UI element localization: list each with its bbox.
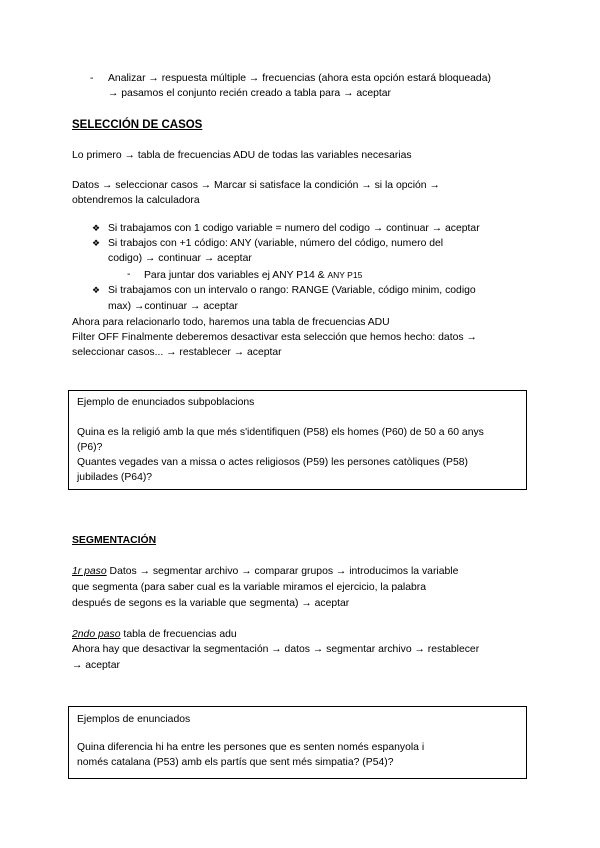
- example-question-2-line-1: Quantes vegades van a missa o actes religiosos (P59) les persones catòliques (P58): [77, 457, 469, 468]
- step-2-text: tabla de frecuencias adu: [120, 629, 237, 640]
- step-2-label: 2ndo paso: [72, 629, 121, 640]
- diamond-bullet-icon: ❖: [92, 239, 101, 249]
- intro-line-1: Analizar → respuesta múltiple → frecuencias (ahora esta opción estará bloqueada): [108, 73, 491, 84]
- seleccion-paragraph-4-line-2: seleccionar casos... → restablecer → aceptar: [72, 347, 282, 358]
- sub-bullet-item: [144, 268, 362, 283]
- seleccion-paragraph-2-line-1: Datos → seleccionar casos → Marcar si satisface la condición → si la opción →: [72, 180, 440, 191]
- example-question-1-line-1: Quina es la religió amb la que més s'identifiquen (P58) els homes (P60) de 50 a 60 anys: [77, 427, 484, 438]
- example-question-2-line-2: jubilades (P64)?: [77, 472, 153, 483]
- diamond-bullet-icon: ❖: [92, 286, 101, 296]
- step-2-line-2: Ahora hay que desactivar la segmentación → datos → segmentar archivo → restablecer: [72, 644, 480, 655]
- sub-bullet-text: Para juntar dos variables ej ANY P14 &: [144, 270, 325, 281]
- bullet-item-3-line-2: max) →continuar → aceptar: [108, 301, 238, 312]
- step-1-label: 1r paso: [72, 566, 107, 577]
- intro-line-2: → pasamos el conjunto recién creado a tabla para → aceptar: [108, 88, 392, 99]
- example-box-subpoblaciones: [68, 390, 527, 490]
- step-2-line-1: [72, 628, 237, 642]
- bullet-item-3-line-1: Si trabajamos con un intervalo o rango: RANGE (Variable, código minim, codigo: [108, 285, 476, 296]
- sub-bullet-small-text: ANY P15: [327, 270, 363, 280]
- seleccion-paragraph-4-line-1: Filter OFF Finalmente deberemos desactivar esta selección que hemos hecho: datos →: [72, 332, 477, 343]
- step-1-line-2: que segmenta (para saber cual es la variable miramos el ejercicio, la palabra: [72, 582, 427, 593]
- dash-bullet: -: [90, 73, 94, 84]
- example-box-segmentacion: [68, 706, 527, 779]
- diamond-bullet-icon: ❖: [92, 224, 101, 234]
- example-question-line-2: només catalana (P53) amb els partís que sent més simpatia? (P54)?: [77, 757, 394, 768]
- segmentacion-heading: SEGMENTACIÓN: [72, 535, 157, 546]
- step-1-line-1: [72, 565, 458, 579]
- example-box-title: Ejemplo de enunciados subpoblacions: [77, 397, 255, 408]
- sub-dash-bullet: -: [127, 269, 131, 280]
- bullet-item-2-line-1: Si trabajos con +1 código: ANY (variable, número del código, numero del: [108, 238, 444, 249]
- step-1-line-3: después de segons es la variable que segmenta) → aceptar: [72, 598, 350, 609]
- step-1-text: Datos → segmentar archivo → comparar grupos → introducimos la variable: [106, 566, 459, 577]
- seleccion-paragraph-1: Lo primero → tabla de frecuencias ADU de todas las variables necesarias: [72, 150, 412, 161]
- seleccion-paragraph-2-line-2: obtendremos la calculadora: [72, 195, 200, 206]
- bullet-item-2-line-2: codigo) → continuar → aceptar: [108, 253, 252, 264]
- example-box-title: Ejemplos de enunciados: [77, 714, 191, 725]
- seleccion-heading: SELECCIÓN DE CASOS: [72, 119, 203, 131]
- step-2-line-3: → aceptar: [72, 660, 120, 671]
- example-question-1-line-2: (P6)?: [77, 442, 103, 453]
- bullet-item-1: Si trabajamos con 1 codigo variable = numero del codigo → continuar → aceptar: [108, 223, 480, 234]
- example-question-line-1: Quina diferencia hi ha entre les persones que es senten només espanyola i: [77, 742, 425, 753]
- seleccion-paragraph-3: Ahora para relacionarlo todo, haremos una tabla de frecuencias ADU: [72, 317, 390, 328]
